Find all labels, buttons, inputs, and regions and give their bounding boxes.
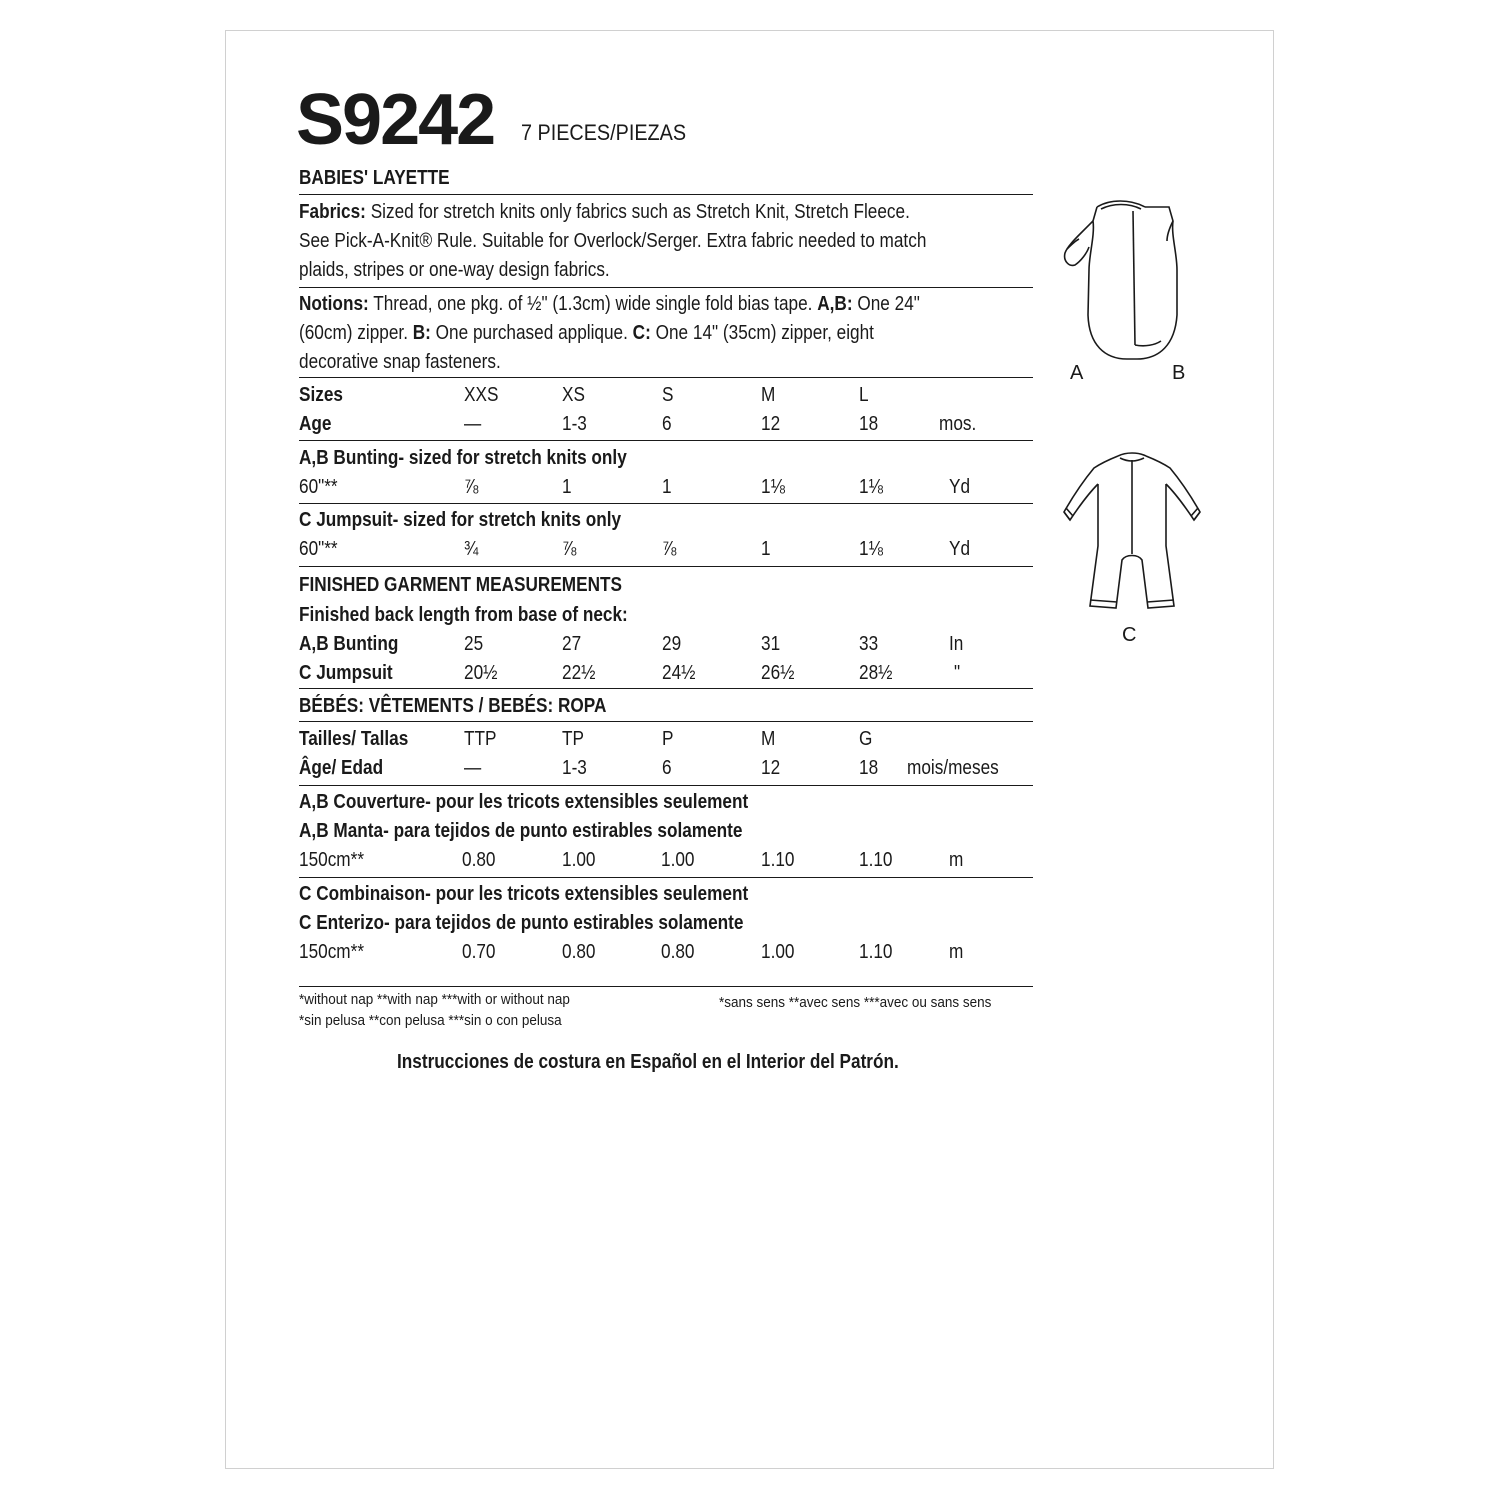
translated-sizes-row <box>299 725 1033 754</box>
notions-text: One 14" (35cm) zipper, eight <box>650 322 874 344</box>
age-cell: — <box>464 413 482 435</box>
couverture-yardage-row <box>299 846 1033 875</box>
fabrics-line-2: See Pick-A-Knit® Rule. Suitable for Overlock/Serger. Extra fabric needed to match <box>299 230 927 252</box>
divider <box>299 503 1033 504</box>
bunting-heading: A,B Bunting- sized for stretch knits only <box>299 447 627 469</box>
divider <box>299 194 1033 195</box>
age-cell: 18 <box>859 757 879 779</box>
jumpsuit-yardage-row <box>299 535 1033 564</box>
yardage-cell: ⅞ <box>662 538 677 560</box>
meterage-unit: m <box>949 849 964 871</box>
piece-count: 7 PIECES/PIEZAS <box>521 120 687 145</box>
size-cell: M <box>761 384 776 406</box>
size-cell: XS <box>562 384 585 406</box>
measurement-cell: 25 <box>464 633 484 655</box>
divider <box>299 440 1033 441</box>
finished-bunting-label: A,B Bunting <box>299 633 399 655</box>
meterage-cell: 0.80 <box>562 941 596 963</box>
fabrics-line-1 <box>299 198 910 227</box>
divider <box>299 688 1033 689</box>
combinaison-heading-es: C Enterizo- para tejidos de punto estirables solamente <box>299 912 744 934</box>
age-cell: 6 <box>662 413 672 435</box>
age-cell: 12 <box>761 757 781 779</box>
yardage-cell: 1⅛ <box>859 476 883 498</box>
meterage-cell: 0.70 <box>462 941 496 963</box>
sizes-label: Sizes <box>299 384 343 406</box>
yardage-cell: 1 <box>761 538 771 560</box>
measurement-cell: 22½ <box>562 662 596 684</box>
translated-sizes-label: Tailles/ Tallas <box>299 728 409 750</box>
divider <box>299 785 1033 786</box>
yardage-cell: ⅞ <box>562 538 577 560</box>
fabrics-line-3: plaids, stripes or one-way design fabrics. <box>299 259 610 281</box>
notions-view-c: C: <box>632 322 651 344</box>
size-cell: TTP <box>464 728 497 750</box>
meterage-cell: 1.00 <box>661 849 695 871</box>
age-row <box>299 410 1033 439</box>
yardage-cell: 1 <box>562 476 572 498</box>
fabric-width: 60"** <box>299 476 338 498</box>
size-cell: TP <box>562 728 584 750</box>
yardage-cell: 1⅛ <box>761 476 785 498</box>
divider <box>299 986 1033 987</box>
size-cell: S <box>662 384 674 406</box>
footnote-english: *without nap **with nap ***with or without nap <box>299 991 570 1008</box>
yardage-unit: Yd <box>949 538 971 560</box>
measurement-cell: 26½ <box>761 662 795 684</box>
bunting-yardage-row <box>299 473 1033 502</box>
view-label-a: A <box>1070 362 1084 384</box>
yardage-cell: ¾ <box>464 538 479 560</box>
yardage-cell: 1⅛ <box>859 538 883 560</box>
fabric-width: 60"** <box>299 538 338 560</box>
divider <box>299 721 1033 722</box>
jumpsuit-heading: C Jumpsuit- sized for stretch knits only <box>299 509 622 531</box>
footnote-spanish: *sin pelusa **con pelusa ***sin o con pelusa <box>299 1012 562 1029</box>
measurement-cell: 31 <box>761 633 781 655</box>
measurement-cell: 33 <box>859 633 879 655</box>
jumpsuit-sketch <box>1060 450 1230 620</box>
fabrics-label: Fabrics: <box>299 201 366 223</box>
pattern-title: BABIES' LAYETTE <box>299 167 450 189</box>
measurement-cell: 24½ <box>662 662 696 684</box>
measurement-cell: 29 <box>662 633 682 655</box>
meterage-unit: m <box>949 941 964 963</box>
age-cell: 1-3 <box>562 757 587 779</box>
meterage-cell: 0.80 <box>462 849 496 871</box>
age-cell: 1-3 <box>562 413 587 435</box>
size-cell: L <box>859 384 869 406</box>
size-cell: M <box>761 728 776 750</box>
notions-line-3: decorative snap fasteners. <box>299 351 501 373</box>
fabrics-text: Sized for stretch knits only fabrics such as Stretch Knit, Stretch Fleece. <box>370 201 910 223</box>
notions-label: Notions: <box>299 293 369 315</box>
combinaison-yardage-row <box>299 938 1033 967</box>
spanish-instructions-note: Instrucciones de costura en Español en el Interior del Patrón. <box>397 1051 899 1073</box>
fabric-width: 150cm** <box>299 941 365 963</box>
finished-subheading: Finished back length from base of neck: <box>299 604 628 626</box>
bunting-sketch <box>1055 195 1205 370</box>
translation-heading: BÉBÉS: VÊTEMENTS / BEBÉS: ROPA <box>299 695 607 717</box>
footnote-french: *sans sens **avec sens ***avec ou sans sens <box>719 994 992 1011</box>
measurement-unit: In <box>949 633 964 655</box>
measurement-cell: 27 <box>562 633 582 655</box>
finished-bunting-row <box>299 630 1033 659</box>
divider <box>299 877 1033 878</box>
meterage-cell: 1.10 <box>859 941 893 963</box>
meterage-cell: 1.10 <box>859 849 893 871</box>
size-cell: XXS <box>464 384 499 406</box>
yardage-cell: ⅞ <box>464 476 479 498</box>
meterage-cell: 1.00 <box>562 849 596 871</box>
couverture-heading-fr: A,B Couverture- pour les tricots extensibles seulement <box>299 791 749 813</box>
translated-age-label: Âge/ Edad <box>299 757 384 779</box>
size-cell: P <box>662 728 674 750</box>
sizes-row <box>299 381 1033 410</box>
notions-line-1 <box>299 290 920 319</box>
size-cell: G <box>859 728 873 750</box>
meterage-cell: 0.80 <box>661 941 695 963</box>
divider <box>299 287 1033 288</box>
age-unit: mos. <box>939 413 977 435</box>
fabric-width: 150cm** <box>299 849 365 871</box>
meterage-cell: 1.00 <box>761 941 795 963</box>
age-label: Age <box>299 413 332 435</box>
age-cell: 12 <box>761 413 781 435</box>
age-unit: mois/meses <box>907 757 999 779</box>
measurement-cell: 28½ <box>859 662 893 684</box>
notions-text: (60cm) zipper. <box>299 322 413 344</box>
couverture-heading-es: A,B Manta- para tejidos de punto estirables solamente <box>299 820 743 842</box>
divider <box>299 566 1033 567</box>
measurement-cell: 20½ <box>464 662 498 684</box>
meterage-cell: 1.10 <box>761 849 795 871</box>
notions-text: Thread, one pkg. of ½" (1.3cm) wide single fold bias tape. <box>373 293 818 315</box>
finished-jumpsuit-row <box>299 659 1033 688</box>
yardage-cell: 1 <box>662 476 672 498</box>
notions-text: One purchased applique. <box>430 322 633 344</box>
notions-view-b: B: <box>412 322 431 344</box>
translated-age-row <box>299 754 1033 783</box>
yardage-unit: Yd <box>949 476 971 498</box>
finished-jumpsuit-label: C Jumpsuit <box>299 662 393 684</box>
notions-text: One 24" <box>852 293 920 315</box>
notions-line-2 <box>299 319 874 348</box>
finished-heading: FINISHED GARMENT MEASUREMENTS <box>299 574 622 596</box>
combinaison-heading-fr: C Combinaison- pour les tricots extensibles seulement <box>299 883 749 905</box>
pattern-number: S9242 <box>296 80 495 160</box>
measurement-unit: " <box>954 662 961 684</box>
view-label-b: B <box>1172 362 1186 384</box>
age-cell: 6 <box>662 757 672 779</box>
notions-view-ab: A,B: <box>817 293 853 315</box>
view-label-c: C <box>1122 624 1137 646</box>
age-cell: 18 <box>859 413 879 435</box>
age-cell: — <box>464 757 482 779</box>
divider <box>299 377 1033 378</box>
